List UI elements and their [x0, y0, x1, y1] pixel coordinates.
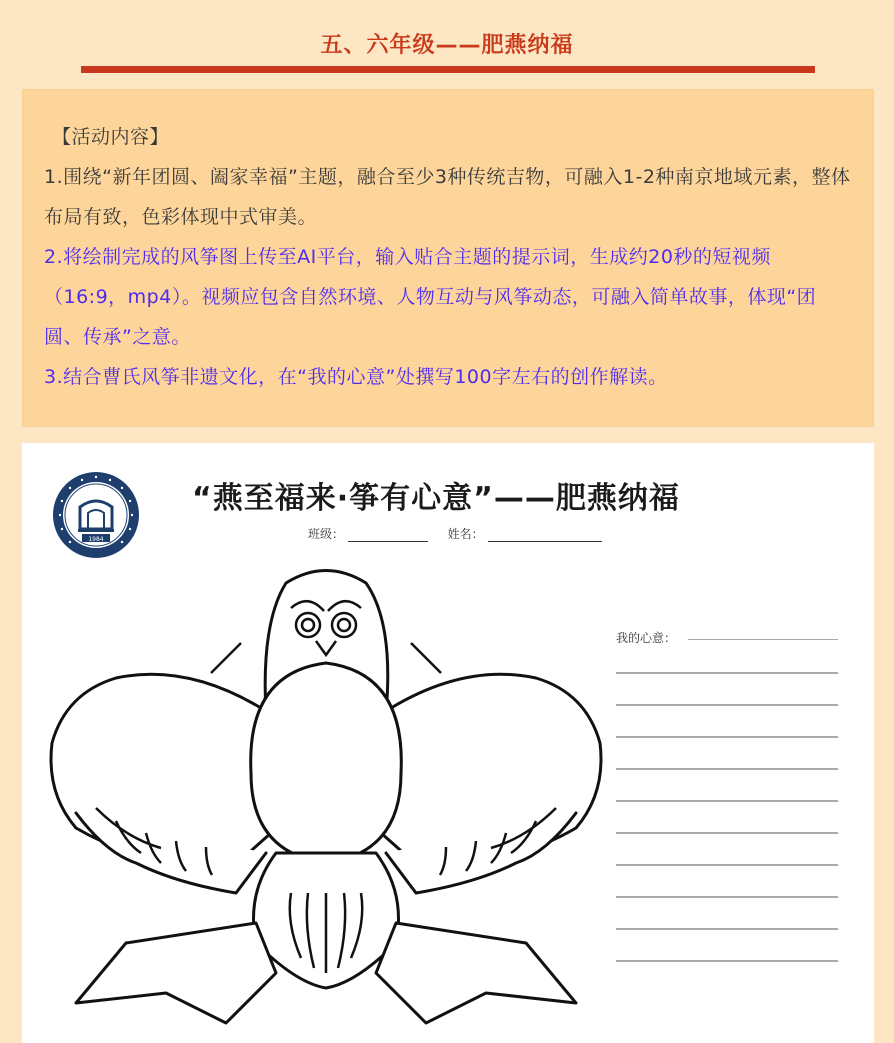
class-blank[interactable] — [348, 529, 428, 542]
school-emblem-icon — [52, 471, 140, 559]
class-label: 班级： — [308, 527, 345, 541]
activity-content-box — [22, 89, 874, 427]
section-title: 五、六年级——肥燕纳福 — [320, 33, 574, 58]
my-heart-writing-lines[interactable] — [616, 639, 840, 969]
worksheet-image — [22, 443, 874, 1043]
worksheet-title: “燕至福来·筝有心意”——肥燕纳福 — [192, 481, 680, 516]
emblem-year: 1984 — [88, 536, 104, 543]
swallow-kite-drawing — [46, 563, 606, 1043]
activity-item-2: 2.将绘制完成的风筝图上传至AI平台，输入贴合主题的提示词，生成约20秒的短视频（16:9，mp4）。视频应包含自然环境、人物互动与风筝动态，可融入简单故事，体现“团圆、传承”之意。 — [44, 246, 817, 348]
student-info-fields — [308, 525, 602, 542]
name-blank[interactable] — [488, 529, 602, 542]
activity-heading: 【活动内容】 — [52, 126, 170, 148]
name-label: 姓名： — [447, 527, 484, 541]
activity-item-1: 1.围绕“新年团圆、阖家幸福”主题，融合至少3种传统吉物，可融入1-2种南京地域元素，整体布局有致，色彩体现中式审美。 — [44, 166, 851, 228]
my-heart-label: 我的心意： — [616, 631, 677, 645]
title-underline — [81, 66, 815, 73]
activity-item-3: 3.结合曹氏风筝非遗文化，在“我的心意”处撰写100字左右的创作解读。 — [44, 366, 668, 388]
